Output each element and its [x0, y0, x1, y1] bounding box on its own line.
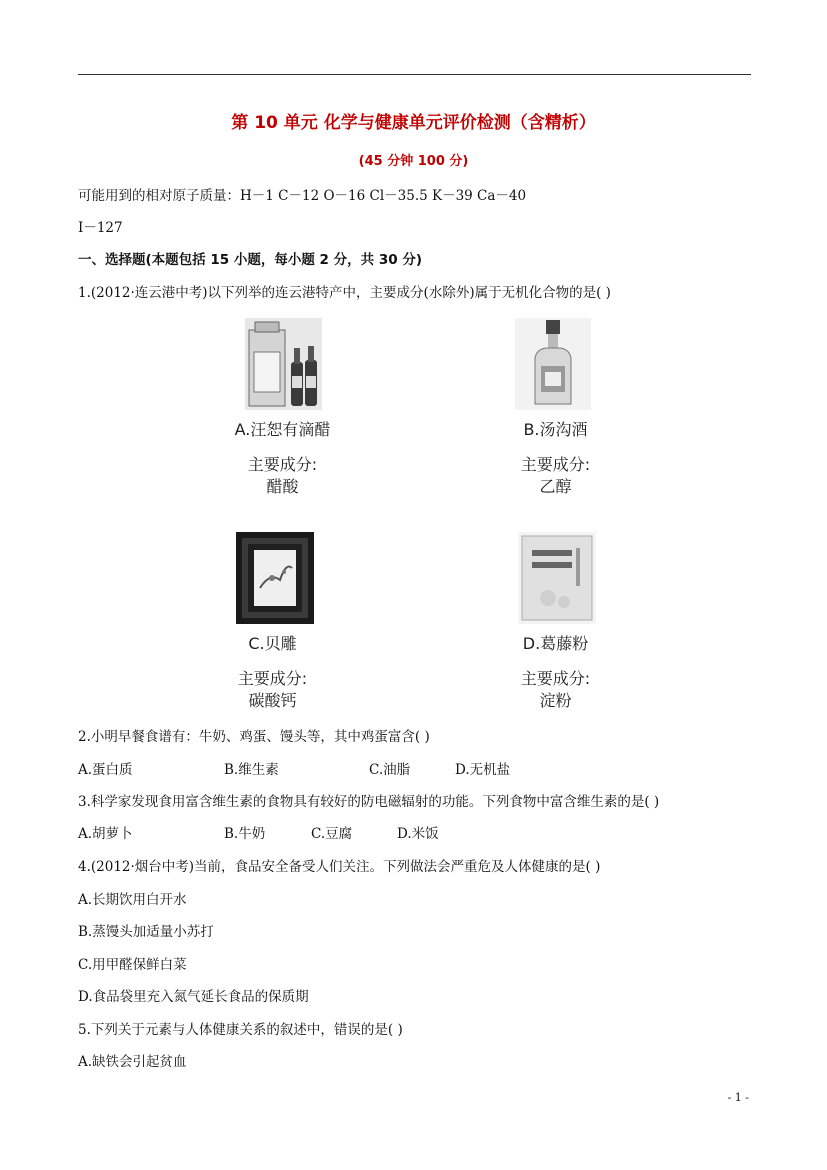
option-b-component: 乙醇: [539, 477, 572, 496]
q3-option-a: A.胡萝卜: [78, 826, 133, 842]
q2-option-c: C.油脂: [369, 762, 411, 778]
vinegar-photo: [245, 318, 322, 414]
question-3-stem: 3.科学家发现食用富含维生素的食物具有较好的防电磁辐射的功能。下列食物中富含维生素的是( ): [78, 794, 660, 810]
q4-option-d: D.食品袋里充入氮气延长食品的保质期: [78, 989, 309, 1005]
option-b-label: B.汤沟酒: [523, 420, 588, 439]
q5-option-a: A.缺铁会引起贫血: [78, 1054, 187, 1070]
question-2-stem: 2.小明早餐食谱有：牛奶、鸡蛋、馒头等，其中鸡蛋富含( ): [78, 729, 430, 745]
option-d-component: 淀粉: [539, 691, 572, 710]
question-1-stem: 1.(2012·连云港中考)以下列举的连云港特产中，主要成分(水除外)属于无机化合物的是( ): [78, 285, 611, 301]
q4-option-a: A.长期饮用白开水: [78, 892, 187, 908]
option-d-label: D.葛藤粉: [522, 634, 589, 653]
page-title: 第 10 单元 化学与健康单元评价检测（含精析）: [231, 113, 596, 133]
section-heading: 一、选择题(本题包括 15 小题，每小题 2 分，共 30 分): [78, 252, 423, 268]
page-number: - 1 -: [727, 1091, 749, 1104]
option-d-caption: [478, 631, 633, 712]
q2-option-a: A.蛋白质: [78, 762, 133, 778]
question-5-stem: 5.下列关于元素与人体健康关系的叙述中，错误的是( ): [78, 1022, 403, 1038]
atomic-masses-line2: I－127: [78, 220, 123, 236]
page-subtitle: (45 分钟 100 分): [358, 154, 469, 169]
liquor-photo: [515, 318, 591, 414]
option-a-caption: [205, 417, 360, 498]
option-a-label: A.汪恕有滴醋: [234, 420, 331, 439]
option-b-caption: [478, 417, 633, 498]
header-rule: [78, 74, 751, 75]
q3-option-c: C.豆腐: [311, 826, 353, 842]
q2-option-b: B.维生素: [224, 762, 279, 778]
option-a-component: 醋酸: [266, 477, 299, 496]
shell-carving-photo: [236, 532, 314, 628]
q3-option-b: B.牛奶: [224, 826, 266, 842]
q4-option-b: B.蒸馒头加适量小苏打: [78, 924, 214, 940]
q2-option-d: D.无机盐: [455, 762, 511, 778]
option-c-label: C.贝雕: [248, 634, 297, 653]
option-d-component-label: 主要成分:: [520, 669, 591, 688]
q4-option-c: C.用甲醛保鲜白菜: [78, 957, 187, 973]
question-4-stem: 4.(2012·烟台中考)当前，食品安全备受人们关注。下列做法会严重危及人体健康的是( ): [78, 859, 601, 875]
option-b-component-label: 主要成分:: [520, 455, 591, 474]
option-c-component-label: 主要成分:: [237, 669, 308, 688]
option-c-caption: [195, 631, 350, 712]
kudzu-powder-photo: [518, 532, 596, 628]
q3-option-d: D.米饭: [397, 826, 439, 842]
option-c-component: 碳酸钙: [248, 691, 297, 710]
option-a-component-label: 主要成分:: [247, 455, 318, 474]
atomic-masses-line1: 可能用到的相对原子质量：H－1 C－12 O－16 Cl－35.5 K－39 Ca－40: [78, 188, 527, 204]
